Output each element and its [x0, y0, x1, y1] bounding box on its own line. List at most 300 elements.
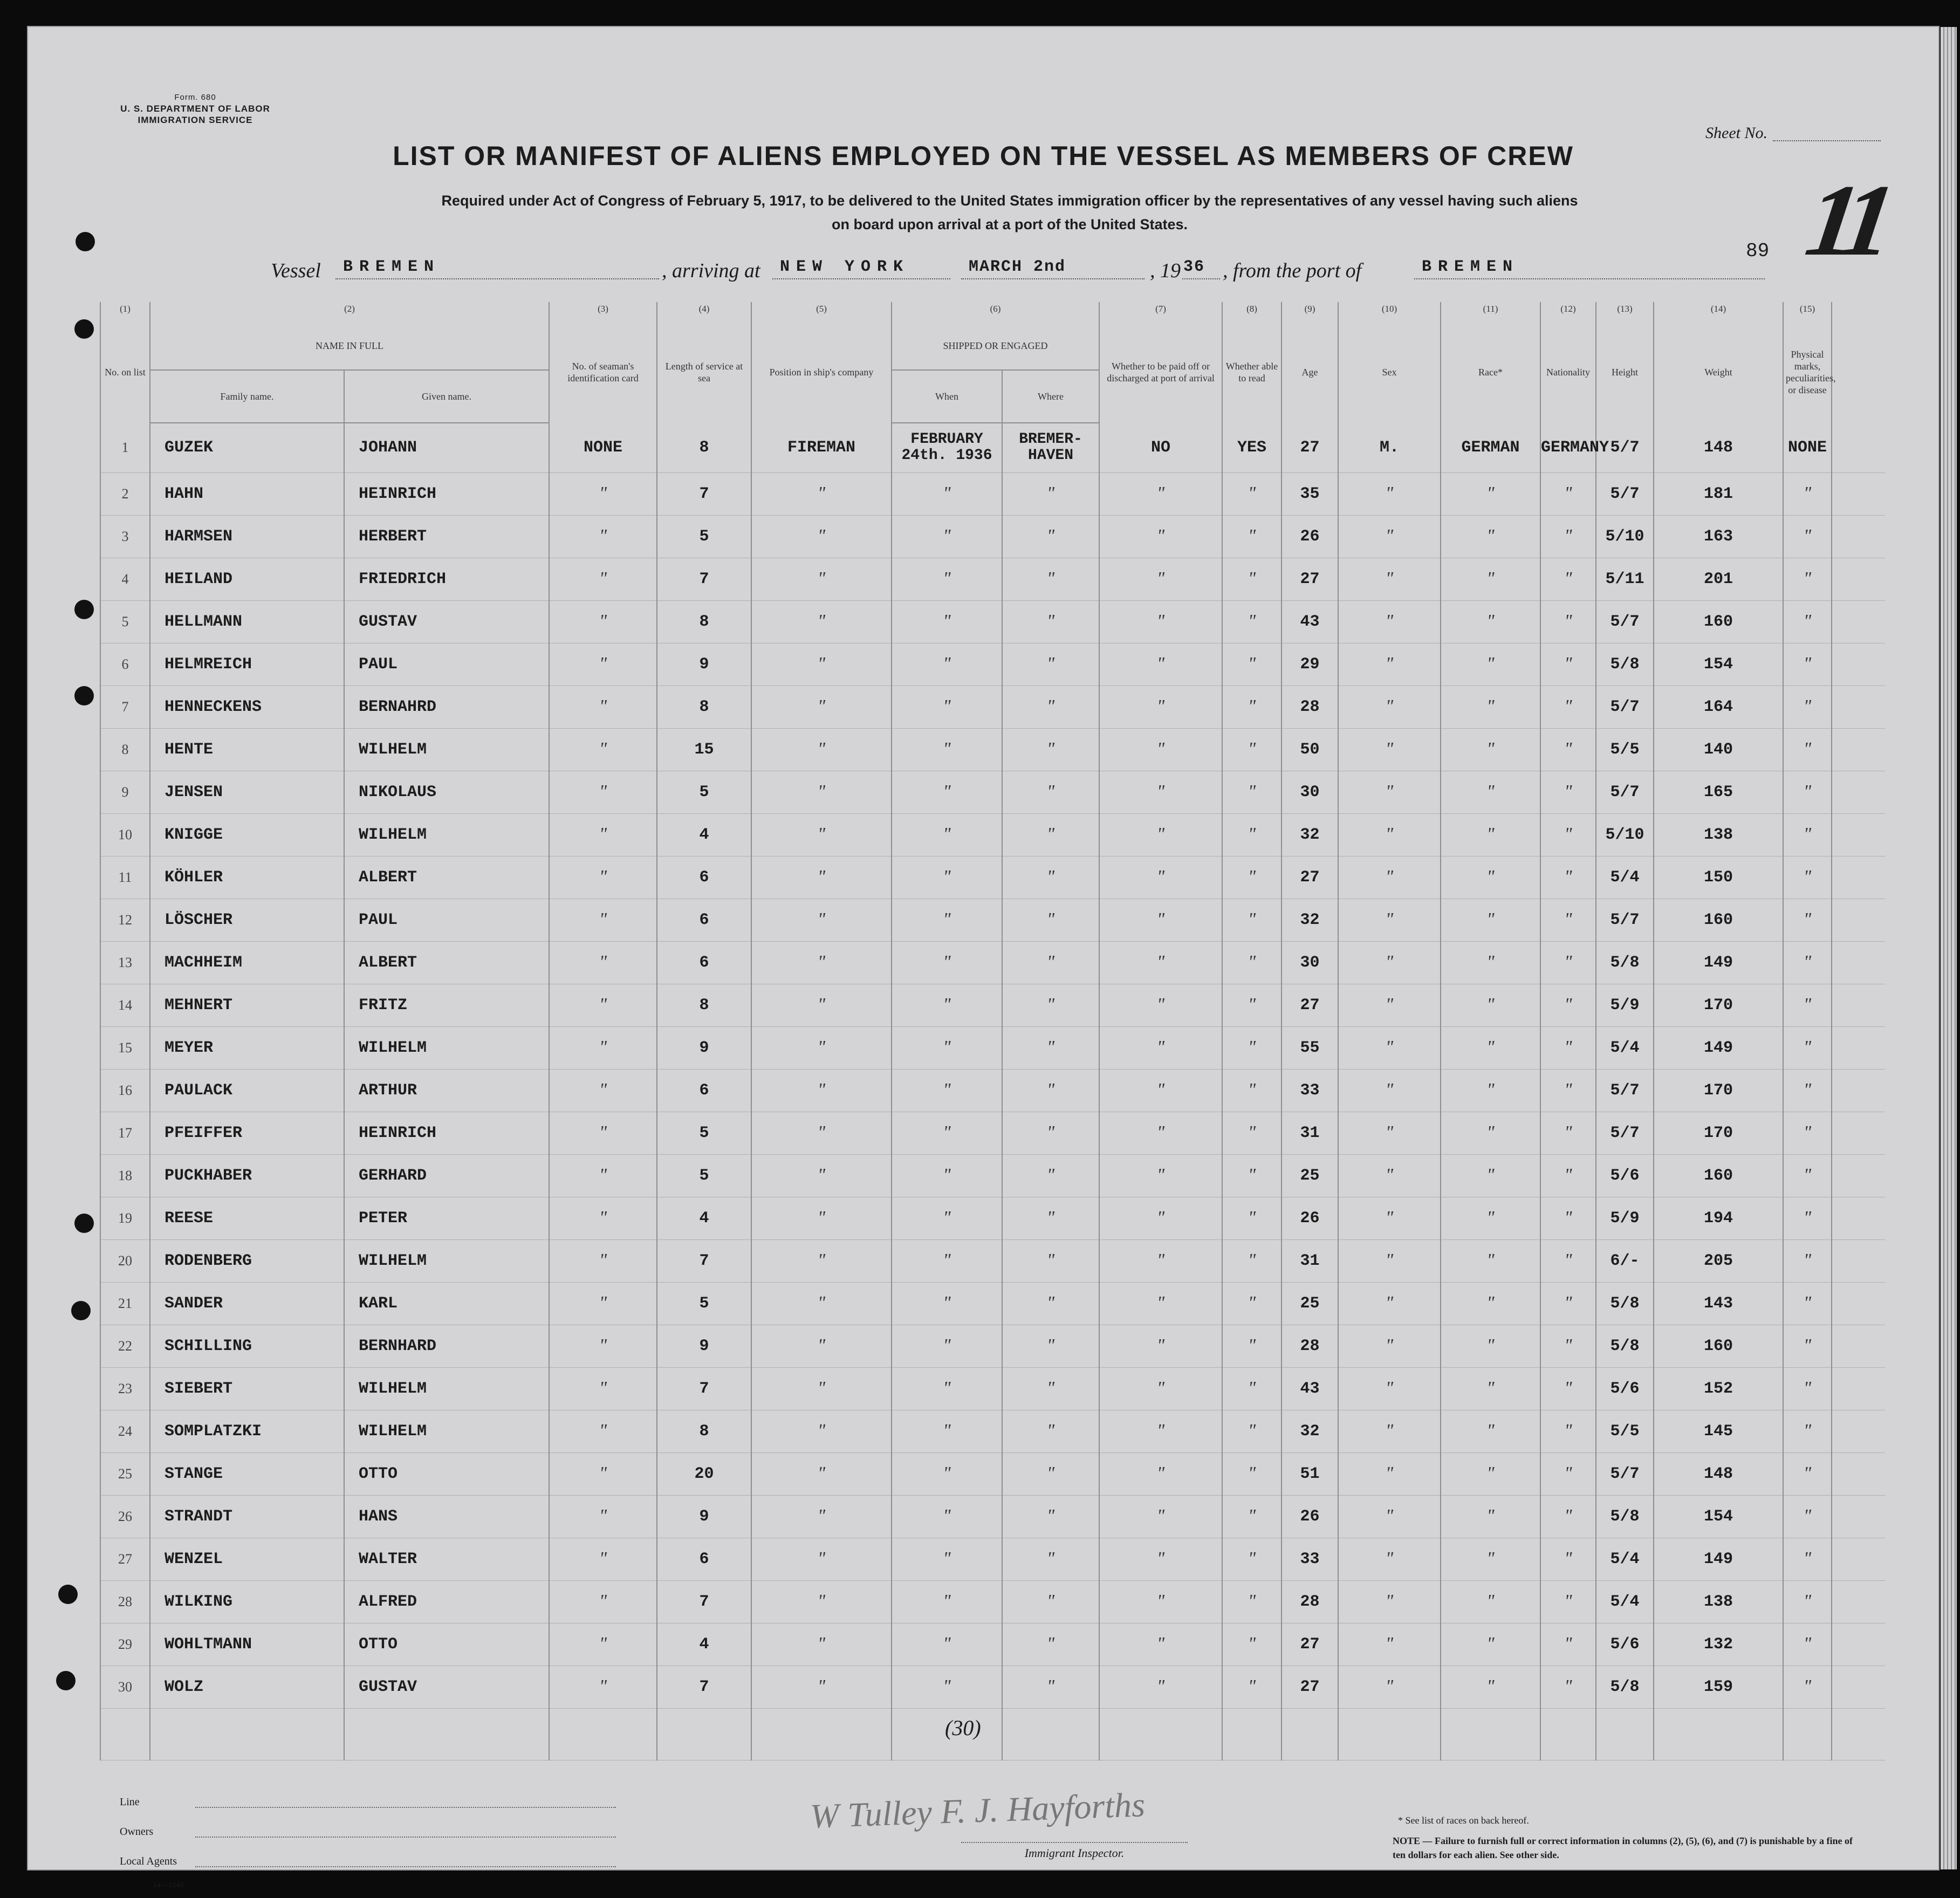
ditto-mark: "	[1248, 1293, 1256, 1313]
ditto-mark: "	[1564, 739, 1572, 759]
service-length: 6	[657, 941, 751, 984]
ditto-mark: "	[1803, 568, 1812, 588]
paid-off	[1099, 1112, 1222, 1154]
service-length: 8	[657, 423, 751, 472]
ditto-mark: "	[1486, 1165, 1495, 1185]
table-row	[100, 423, 1885, 472]
position	[751, 1112, 892, 1154]
position	[751, 1538, 892, 1580]
ditto-mark: "	[943, 483, 951, 503]
given-name: BERNHARD	[344, 1325, 549, 1367]
height: 5/7	[1596, 472, 1654, 515]
ditto-mark: "	[1248, 1548, 1256, 1568]
header-id-card: No. of seaman's identification card	[549, 321, 657, 423]
spare-cell	[1832, 1495, 1885, 1538]
year-prefix: , 19	[1150, 259, 1181, 282]
height: 5/7	[1596, 686, 1654, 728]
ditto-mark: "	[599, 952, 607, 972]
position	[751, 899, 892, 941]
able-to-read	[1222, 1026, 1281, 1069]
id-card	[549, 899, 657, 941]
height: 5/7	[1596, 1069, 1654, 1112]
ditto-mark: "	[1156, 1293, 1165, 1313]
ditto-mark: "	[1803, 952, 1812, 972]
race	[1441, 1538, 1540, 1580]
physical-marks	[1783, 984, 1832, 1026]
row-number: 18	[100, 1154, 150, 1197]
ditto-mark: "	[599, 1335, 607, 1355]
service-length: 7	[657, 1239, 751, 1282]
ditto-mark: "	[1803, 526, 1812, 546]
service-length: 9	[657, 1495, 751, 1538]
position	[751, 1197, 892, 1239]
ditto-mark: "	[1156, 952, 1165, 972]
ditto-mark: "	[1486, 1208, 1495, 1228]
physical-marks	[1783, 1666, 1832, 1708]
height: 5/11	[1596, 558, 1654, 600]
age: 31	[1281, 1112, 1338, 1154]
paid-off: NO	[1099, 423, 1222, 472]
height: 5/4	[1596, 1538, 1654, 1580]
weight: 149	[1654, 941, 1783, 984]
nationality	[1540, 600, 1596, 643]
ditto-mark: "	[599, 1548, 607, 1568]
id-card: NONE	[549, 423, 657, 472]
ditto-mark: "	[943, 1293, 951, 1313]
punch-hole	[74, 686, 94, 705]
ditto-mark: "	[1803, 824, 1812, 844]
col-num-6: (6)	[892, 302, 1099, 321]
sex	[1338, 686, 1441, 728]
sex	[1338, 1026, 1441, 1069]
shipped-where	[1002, 1197, 1099, 1239]
shipped-when	[892, 643, 1002, 686]
race	[1441, 899, 1540, 941]
ditto-mark: "	[817, 909, 826, 929]
id-card	[549, 984, 657, 1026]
sex	[1338, 1069, 1441, 1112]
ditto-mark: "	[1385, 995, 1394, 1015]
ditto-mark: "	[943, 1335, 951, 1355]
physical-marks	[1783, 600, 1832, 643]
ditto-mark: "	[1564, 995, 1572, 1015]
sex	[1338, 515, 1441, 558]
nationality	[1540, 1580, 1596, 1623]
spare-cell	[1832, 1367, 1885, 1410]
ditto-mark: "	[1385, 782, 1394, 801]
ditto-mark: "	[817, 1548, 826, 1568]
able-to-read	[1222, 856, 1281, 899]
paid-off	[1099, 1666, 1222, 1708]
given-name: BERNAHRD	[344, 686, 549, 728]
ditto-mark: "	[943, 1037, 951, 1057]
physical-marks	[1783, 941, 1832, 984]
header-family-name: Family name.	[150, 370, 344, 423]
service-length: 7	[657, 1367, 751, 1410]
able-to-read	[1222, 472, 1281, 515]
service-length: 6	[657, 1538, 751, 1580]
weight: 170	[1654, 1112, 1783, 1154]
family-name: MACHHEIM	[150, 941, 344, 984]
able-to-read	[1222, 1666, 1281, 1708]
ditto-mark: "	[1385, 1208, 1394, 1228]
inspector-signature: W Tulley F. J. Hayforths	[809, 1785, 1146, 1835]
weight: 170	[1654, 984, 1783, 1026]
ditto-mark: "	[1803, 739, 1812, 759]
given-name: HEINRICH	[344, 1112, 549, 1154]
family-name: STANGE	[150, 1452, 344, 1495]
ditto-mark: "	[1486, 1506, 1495, 1526]
able-to-read	[1222, 1197, 1281, 1239]
ditto-mark: "	[1248, 867, 1256, 887]
shipped-when	[892, 941, 1002, 984]
sex	[1338, 1239, 1441, 1282]
ditto-mark: "	[943, 1250, 951, 1270]
spare-cell	[1832, 941, 1885, 984]
ditto-mark: "	[943, 568, 951, 588]
sex	[1338, 1367, 1441, 1410]
age: 28	[1281, 686, 1338, 728]
table-row	[100, 1239, 1885, 1282]
ditto-mark: "	[599, 526, 607, 546]
shipped-where	[1002, 686, 1099, 728]
table-row	[100, 472, 1885, 515]
ditto-mark: "	[599, 483, 607, 503]
given-name: GERHARD	[344, 1154, 549, 1197]
spare-cell	[1832, 771, 1885, 813]
spare-cell	[1832, 1197, 1885, 1239]
blank-cell	[1783, 1708, 1832, 1760]
ditto-mark: "	[1385, 654, 1394, 674]
spare-cell	[1832, 686, 1885, 728]
shipped-where	[1002, 1112, 1099, 1154]
sex	[1338, 899, 1441, 941]
race	[1441, 1623, 1540, 1666]
row-number: 16	[100, 1069, 150, 1112]
shipped-when	[892, 515, 1002, 558]
ditto-mark: "	[817, 696, 826, 716]
ditto-mark: "	[1046, 611, 1055, 631]
family-name: KÖHLER	[150, 856, 344, 899]
row-number: 8	[100, 728, 150, 771]
ditto-mark: "	[1564, 824, 1572, 844]
physical-marks	[1783, 686, 1832, 728]
position	[751, 1623, 892, 1666]
id-card	[549, 1666, 657, 1708]
race	[1441, 1154, 1540, 1197]
service-length: 5	[657, 771, 751, 813]
family-name: SCHILLING	[150, 1325, 344, 1367]
paid-off	[1099, 728, 1222, 771]
spare-cell	[1832, 1069, 1885, 1112]
ditto-mark: "	[1385, 526, 1394, 546]
form-code: 14—1240	[153, 1881, 183, 1889]
local-agents-field	[195, 1866, 616, 1867]
id-card	[549, 1623, 657, 1666]
height: 5/4	[1596, 856, 1654, 899]
punch-hole	[74, 600, 94, 619]
ditto-mark: "	[1046, 1634, 1055, 1654]
race	[1441, 472, 1540, 515]
ditto-mark: "	[1248, 1208, 1256, 1228]
col-num-13: (13)	[1596, 302, 1654, 321]
weight: 194	[1654, 1197, 1783, 1239]
able-to-read	[1222, 600, 1281, 643]
row-number: 12	[100, 899, 150, 941]
ditto-mark: "	[1156, 1122, 1165, 1142]
paid-off	[1099, 515, 1222, 558]
ditto-mark: "	[1385, 739, 1394, 759]
spare-cell	[1832, 1410, 1885, 1452]
ditto-mark: "	[1803, 483, 1812, 503]
ditto-mark: "	[1156, 1250, 1165, 1270]
row-number: 21	[100, 1282, 150, 1325]
shipped-where	[1002, 813, 1099, 856]
row-number: 5	[100, 600, 150, 643]
table-row	[100, 1367, 1885, 1410]
table-row	[100, 1112, 1885, 1154]
id-card	[549, 1410, 657, 1452]
sex	[1338, 1495, 1441, 1538]
position	[751, 1154, 892, 1197]
able-to-read	[1222, 515, 1281, 558]
table-row	[100, 1410, 1885, 1452]
ditto-mark: "	[1486, 1378, 1495, 1398]
sex	[1338, 771, 1441, 813]
family-name: WOHLTMANN	[150, 1623, 344, 1666]
sex	[1338, 941, 1441, 984]
id-card	[549, 643, 657, 686]
paid-off	[1099, 1069, 1222, 1112]
able-to-read	[1222, 643, 1281, 686]
shipped-when	[892, 1069, 1002, 1112]
paid-off	[1099, 1580, 1222, 1623]
given-name: WILHELM	[344, 813, 549, 856]
paid-off	[1099, 1282, 1222, 1325]
ditto-mark: "	[1803, 1634, 1812, 1654]
ditto-mark: "	[1385, 1250, 1394, 1270]
physical-marks	[1783, 813, 1832, 856]
weight: 143	[1654, 1282, 1783, 1325]
paid-off	[1099, 686, 1222, 728]
given-name: HEINRICH	[344, 472, 549, 515]
ditto-mark: "	[599, 1080, 607, 1100]
given-name: WALTER	[344, 1538, 549, 1580]
given-name: OTTO	[344, 1452, 549, 1495]
position	[751, 515, 892, 558]
row-number: 15	[100, 1026, 150, 1069]
ditto-mark: "	[1803, 1378, 1812, 1398]
physical-marks	[1783, 1239, 1832, 1282]
paid-off	[1099, 1452, 1222, 1495]
ditto-mark: "	[599, 1591, 607, 1611]
height: 5/4	[1596, 1026, 1654, 1069]
age: 33	[1281, 1538, 1338, 1580]
ditto-mark: "	[1803, 1676, 1812, 1696]
nationality	[1540, 1239, 1596, 1282]
shipped-when	[892, 558, 1002, 600]
physical-marks	[1783, 728, 1832, 771]
paid-off	[1099, 1239, 1222, 1282]
row-number: 3	[100, 515, 150, 558]
paid-off	[1099, 600, 1222, 643]
ditto-mark: "	[1803, 1293, 1812, 1313]
able-to-read	[1222, 1112, 1281, 1154]
family-name: WENZEL	[150, 1538, 344, 1580]
ditto-mark: "	[817, 526, 826, 546]
punch-hole	[74, 319, 94, 339]
ditto-mark: "	[1385, 1506, 1394, 1526]
ditto-mark: "	[817, 1421, 826, 1441]
able-to-read	[1222, 686, 1281, 728]
service-length: 4	[657, 1623, 751, 1666]
weight: 145	[1654, 1410, 1783, 1452]
row-number: 13	[100, 941, 150, 984]
ditto-mark: "	[599, 696, 607, 716]
ditto-mark: "	[943, 1122, 951, 1142]
ditto-mark: "	[1564, 526, 1572, 546]
able-to-read	[1222, 1282, 1281, 1325]
shipped-where	[1002, 1239, 1099, 1282]
family-name: SANDER	[150, 1282, 344, 1325]
physical-marks	[1783, 1197, 1832, 1239]
ditto-mark: "	[1046, 1122, 1055, 1142]
ditto-mark: "	[1046, 696, 1055, 716]
physical-marks	[1783, 515, 1832, 558]
race	[1441, 1282, 1540, 1325]
service-length: 15	[657, 728, 751, 771]
id-card	[549, 600, 657, 643]
line-field	[195, 1807, 616, 1808]
ditto-mark: "	[1803, 867, 1812, 887]
race	[1441, 1112, 1540, 1154]
ditto-mark: "	[1046, 1165, 1055, 1185]
given-name: PAUL	[344, 899, 549, 941]
vessel-label: Vessel	[271, 259, 321, 282]
ditto-mark: "	[1486, 1335, 1495, 1355]
age: 30	[1281, 771, 1338, 813]
ditto-mark: "	[1486, 1080, 1495, 1100]
age: 33	[1281, 1069, 1338, 1112]
age: 27	[1281, 1666, 1338, 1708]
ditto-mark: "	[1248, 1506, 1256, 1526]
physical-marks	[1783, 1367, 1832, 1410]
ditto-mark: "	[1385, 1591, 1394, 1611]
spare-cell	[1832, 1666, 1885, 1708]
id-card	[549, 472, 657, 515]
given-name: GUSTAV	[344, 600, 549, 643]
age: 26	[1281, 515, 1338, 558]
ditto-mark: "	[1486, 1122, 1495, 1142]
row-number: 24	[100, 1410, 150, 1452]
service-length: 9	[657, 1325, 751, 1367]
shipped-where	[1002, 1325, 1099, 1367]
ditto-mark: "	[1803, 782, 1812, 801]
ditto-mark: "	[1385, 1165, 1394, 1185]
shipped-when	[892, 1197, 1002, 1239]
ditto-mark: "	[1803, 1165, 1812, 1185]
physical-marks	[1783, 1452, 1832, 1495]
ditto-mark: "	[817, 1591, 826, 1611]
punch-hole	[58, 1585, 78, 1604]
position	[751, 728, 892, 771]
table-row	[100, 1452, 1885, 1495]
col-num-7: (7)	[1099, 302, 1222, 321]
service-length: 8	[657, 1410, 751, 1452]
weight: 132	[1654, 1623, 1783, 1666]
ditto-mark: "	[599, 909, 607, 929]
blank-cell	[1596, 1708, 1654, 1760]
physical-marks	[1783, 1154, 1832, 1197]
shipped-where	[1002, 558, 1099, 600]
race	[1441, 1452, 1540, 1495]
ditto-mark: "	[1385, 483, 1394, 503]
able-to-read	[1222, 558, 1281, 600]
ditto-mark: "	[1564, 1676, 1572, 1696]
shipped-where	[1002, 1452, 1099, 1495]
able-to-read	[1222, 1154, 1281, 1197]
table-row	[100, 1069, 1885, 1112]
paid-off	[1099, 899, 1222, 941]
sex	[1338, 600, 1441, 643]
spare-cell	[1832, 472, 1885, 515]
ditto-mark: "	[1156, 1378, 1165, 1398]
ditto-mark: "	[1248, 1080, 1256, 1100]
age: 28	[1281, 1325, 1338, 1367]
header-able-read: Whether able to read	[1222, 321, 1281, 423]
form-header	[109, 92, 282, 126]
sex	[1338, 1410, 1441, 1452]
age: 43	[1281, 1367, 1338, 1410]
service-length: 5	[657, 1282, 751, 1325]
shipped-when	[892, 1154, 1002, 1197]
spare-cell	[1832, 1538, 1885, 1580]
punch-hole	[74, 1214, 94, 1233]
position	[751, 686, 892, 728]
ditto-mark: "	[943, 1378, 951, 1398]
shipped-when	[892, 1410, 1002, 1452]
able-to-read	[1222, 1239, 1281, 1282]
blank-cell	[1222, 1708, 1281, 1760]
table-row	[100, 1325, 1885, 1367]
ditto-mark: "	[1564, 1208, 1572, 1228]
ditto-mark: "	[1564, 1506, 1572, 1526]
nationality	[1540, 856, 1596, 899]
age: 27	[1281, 856, 1338, 899]
ditto-mark: "	[1564, 1463, 1572, 1483]
ditto-mark: "	[599, 611, 607, 631]
able-to-read	[1222, 1580, 1281, 1623]
physical-marks	[1783, 1410, 1832, 1452]
sex	[1338, 1452, 1441, 1495]
ditto-mark: "	[599, 782, 607, 801]
paid-off	[1099, 1538, 1222, 1580]
ditto-mark: "	[1385, 1293, 1394, 1313]
shipped-when	[892, 899, 1002, 941]
weight: 150	[1654, 856, 1783, 899]
able-to-read	[1222, 1538, 1281, 1580]
row-number: 1	[100, 423, 150, 472]
ditto-mark: "	[1156, 995, 1165, 1015]
height: 5/4	[1596, 1580, 1654, 1623]
ditto-mark: "	[1248, 526, 1256, 546]
height: 5/8	[1596, 643, 1654, 686]
ditto-mark: "	[1564, 1548, 1572, 1568]
ditto-mark: "	[1803, 1335, 1812, 1355]
ditto-mark: "	[1248, 739, 1256, 759]
ditto-mark: "	[1046, 1208, 1055, 1228]
spare-cell	[1832, 899, 1885, 941]
